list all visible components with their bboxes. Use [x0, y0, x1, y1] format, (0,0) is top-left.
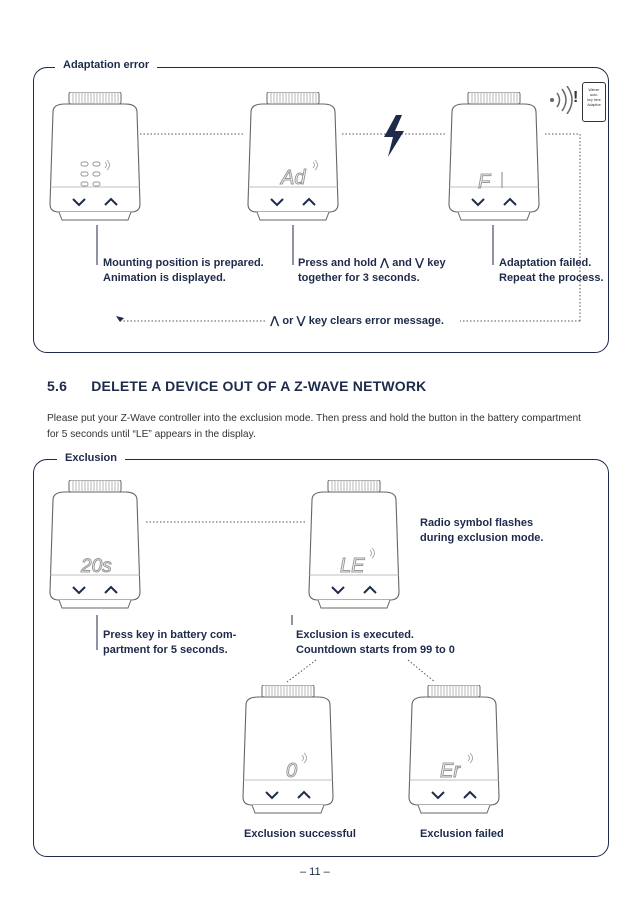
- note-text: or: [282, 315, 294, 327]
- caption-line: during exclusion mode.: [420, 531, 544, 544]
- caption-radio-flashes: [420, 516, 543, 545]
- caption-exclusion-successful: Exclusion successful: [244, 828, 356, 840]
- caption-exclusion-failed: Exclusion failed: [420, 828, 504, 840]
- phone-icon: ! Wiener auto- key here Adaptive: [582, 82, 606, 122]
- display-text: LE: [340, 555, 365, 577]
- caption-line: Animation is displayed.: [103, 271, 226, 284]
- thermostat-device-exclusion-4: [404, 685, 504, 825]
- phone-line: auto-: [590, 93, 598, 97]
- phone-line: key here: [587, 98, 601, 102]
- thermostat-device-exclusion-2: [304, 480, 404, 620]
- display-text: 20s: [81, 556, 112, 577]
- note-text: key clears error message.: [308, 315, 444, 327]
- thermostat-device-exclusion-1: [45, 480, 145, 620]
- phone-line: Wiener: [588, 88, 600, 92]
- caption-press-key: [103, 628, 236, 657]
- caption-line: Press key in battery com-: [103, 629, 237, 641]
- display-text: F: [478, 171, 491, 193]
- caption-line: Repeat the process.: [499, 271, 604, 284]
- down-arrow-icon: ⋁: [414, 257, 425, 269]
- paragraph-line: for 5 seconds until “LE” appears in the display.: [47, 428, 256, 440]
- thermostat-device-exclusion-3: [238, 685, 338, 825]
- caption-line: Mounting position is prepared.: [103, 257, 264, 269]
- up-arrow-icon: ⋀: [270, 315, 280, 327]
- down-arrow-icon: ⋁: [296, 315, 306, 327]
- paragraph-line: Please put your Z-Wave controller into the exclusion mode. Then press and hold the button in the battery compartment: [47, 413, 582, 424]
- adaptation-error-label: Adaptation error: [55, 59, 157, 71]
- caption-line: Adaptation failed.: [499, 257, 592, 269]
- section-title: DELETE A DEVICE OUT OF A Z-WAVE NETWORK: [91, 378, 427, 394]
- display-text: Ad: [281, 167, 306, 189]
- caption-text: key: [427, 257, 446, 269]
- display-text: 0: [286, 760, 298, 782]
- caption-line: together for 3 seconds.: [298, 271, 420, 284]
- caption-text: and: [392, 257, 412, 269]
- exclusion-label: Exclusion: [57, 452, 125, 464]
- caption-line: Radio symbol flashes: [420, 517, 534, 529]
- display-text: Er: [440, 760, 460, 782]
- section-number: 5.6: [47, 378, 68, 394]
- caption-line: partment for 5 seconds.: [103, 643, 228, 656]
- caption-text: Press and hold: [298, 257, 377, 269]
- caption-line: Exclusion is executed.: [296, 629, 414, 641]
- up-arrow-icon: ⋀: [379, 257, 390, 269]
- caption-exclusion-executed: [296, 628, 455, 657]
- page-number: – 11 –: [300, 866, 330, 878]
- caption-line: Countdown starts from 99 to 0: [296, 643, 455, 656]
- phone-line: Adaptive: [587, 103, 601, 107]
